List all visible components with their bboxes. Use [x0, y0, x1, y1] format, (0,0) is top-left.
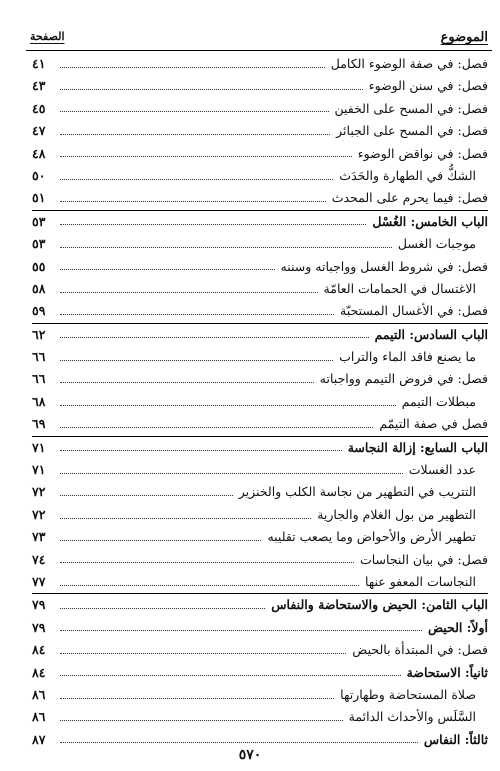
toc-entry-title: التتريب في التطهير من نجاسة الكلب والخنزير [238, 484, 476, 500]
toc-entry-row [32, 504, 488, 526]
toc-entry-page: ٦٩ [32, 416, 46, 432]
toc-entry-title: الاغتسال في الحمامات العامّة [323, 280, 476, 296]
column-header-topic: الموضوع [440, 30, 488, 45]
leader-dots [60, 450, 342, 451]
toc-entry-row [32, 300, 488, 322]
toc-entry-row [32, 639, 488, 661]
toc-entry-page: ٦٨ [32, 393, 46, 409]
toc-entry-title: عدد الغسلات [408, 462, 476, 478]
toc-entry-row [32, 662, 488, 684]
toc-entry-title: الباب السابع: إزالة النجاسة [347, 439, 488, 455]
toc-entry-row [32, 481, 488, 503]
leader-dots [60, 608, 265, 609]
leader-dots [60, 382, 314, 383]
page-number: ٥٧٠ [238, 747, 262, 763]
toc-entry-title: فصل: في الأغسال المستحبّة [340, 303, 488, 319]
toc-entry-title: فصل: في بيان النجاسات [359, 551, 488, 567]
toc-entry-row [32, 143, 488, 165]
leader-dots [60, 562, 354, 563]
toc-entry-page: ٦٦ [32, 371, 46, 387]
toc-entry-title: فصل: في المسح على الجبائر [336, 123, 488, 139]
toc-entry-row [32, 459, 488, 481]
toc-entry-title: ثالثاً: النفاس [423, 731, 488, 747]
toc-entry-row [32, 187, 488, 209]
leader-dots [60, 201, 326, 202]
toc-entry-row [32, 549, 488, 571]
toc-entry-page: ٨٦ [32, 686, 46, 702]
leader-dots [60, 247, 392, 248]
leader-dots [60, 720, 343, 721]
leader-dots [60, 427, 373, 428]
toc-entry-page: ٦٦ [32, 349, 46, 365]
toc-entry-row [32, 391, 488, 413]
leader-dots [60, 156, 352, 157]
toc-entry-title: موجبات الغسل [397, 236, 476, 252]
toc-entry-page: ٧٣ [32, 529, 46, 545]
toc-entry-title: الباب السادس: التيمم [374, 326, 488, 342]
toc-entry-row [32, 233, 488, 255]
toc-entry-title: فصل: في نواقض الوضوء [357, 145, 488, 161]
leader-dots [60, 360, 333, 361]
toc-entry-title: فصل: في فروض التيمم وواجباته [319, 371, 488, 387]
toc-entry-page: ٤٨ [32, 145, 46, 161]
toc-entry-row [32, 706, 488, 728]
toc-entry-page: ٧٤ [32, 551, 46, 567]
leader-dots [60, 585, 359, 586]
leader-dots [60, 630, 422, 631]
leader-dots [60, 314, 334, 315]
toc-entry-title: تطهير الأرض والأحواض وما يصعب تقليبه [267, 529, 476, 545]
leader-dots [60, 337, 369, 338]
toc-entry-row [32, 346, 488, 368]
leader-dots [60, 742, 418, 743]
leader-dots [60, 698, 334, 699]
toc-entry-row [32, 98, 488, 120]
toc-chapter-row [32, 323, 488, 346]
toc-entry-title: التطهير من بول الغلام والجارية [317, 506, 476, 522]
toc-entry-row [32, 368, 488, 390]
toc-entry-page: ٦٢ [32, 326, 46, 342]
toc-entry-row [32, 684, 488, 706]
header-rule [26, 50, 492, 51]
toc-entry-title: فصل: في شروط الغسل وواجباته وسننه [280, 258, 488, 274]
toc-entry-row [32, 256, 488, 278]
leader-dots [60, 179, 333, 180]
leader-dots [60, 111, 329, 112]
toc-entry-title: الشكُّ في الطهارة والحَدَث [339, 167, 476, 183]
leader-dots [60, 405, 396, 406]
toc-entry-page: ٧١ [32, 462, 46, 478]
toc-entry-title: الباب الخامس: الغُسْل [372, 213, 488, 229]
toc-entry-page: ٨٦ [32, 709, 46, 725]
toc-entry-row [32, 278, 488, 300]
toc-entry-title: أولاً: الحيض [427, 619, 488, 635]
toc-entry-page: ٤٧ [32, 123, 46, 139]
leader-dots [60, 495, 233, 496]
toc-entry-page: ٤١ [32, 56, 46, 71]
toc-chapter-row [32, 210, 488, 233]
toc-entry-page: ٥٥ [32, 258, 46, 274]
toc-entry-title: مبطلات التيمم [401, 393, 476, 409]
toc-entry-title: فصل: فيما يحرم على المحدث [331, 190, 488, 206]
leader-dots [60, 540, 261, 541]
toc-entry-page: ٥٣ [32, 236, 46, 252]
leader-dots [60, 224, 366, 225]
column-header-page: الصفحة [30, 30, 65, 43]
toc-entry-title: فصل: في صفة الوضوء الكامل [330, 56, 488, 71]
toc-entry-title: السَّلَس والأحداث الدائمة [348, 709, 476, 725]
toc-entry-row [32, 120, 488, 142]
toc-entry-row [32, 75, 488, 97]
toc-entry-page: ٨٧ [32, 731, 46, 747]
toc-entry-title: الباب الثامن: الحيض والاستحاضة والنفاس [271, 597, 488, 613]
toc-entry-row [32, 571, 488, 593]
leader-dots [60, 67, 325, 68]
toc-chapter-row [32, 436, 488, 459]
toc-entry-page: ٤٥ [32, 100, 46, 116]
toc-entry-page: ٥٣ [32, 213, 46, 229]
toc-entry-page: ٧٢ [32, 484, 46, 500]
toc-entry-page: ٧١ [32, 439, 46, 455]
toc-entry-page: ٨٤ [32, 664, 46, 680]
toc-entry-page: ٧٧ [32, 573, 46, 589]
toc-entry-row [32, 413, 488, 435]
leader-dots [60, 269, 275, 270]
toc-entry-page: ٥٠ [32, 167, 46, 183]
toc-entry-page: ٤٣ [32, 78, 46, 94]
toc-chapter-row [32, 593, 488, 616]
toc-entry-row [32, 165, 488, 187]
toc-entry-title: ثانياً: الاستحاضة [406, 664, 488, 680]
leader-dots [60, 675, 401, 676]
leader-dots [60, 518, 311, 519]
toc-entry-title: صلاة المستحاضة وطهارتها [340, 686, 476, 702]
leader-dots [60, 134, 330, 135]
toc-entry-page: ٨٤ [32, 642, 46, 658]
toc-entry-row [32, 617, 488, 639]
toc-entry-page: ٥١ [32, 190, 46, 206]
toc-entry-page: ٧٩ [32, 597, 46, 613]
toc-entry-page: ٧٩ [32, 619, 46, 635]
toc-entry-title: فصل: في المبتدأة بالحيض [352, 642, 488, 658]
toc-list [32, 53, 488, 751]
toc-entry-title: ما يصنع فاقد الماء والتراب [339, 349, 476, 365]
toc-entry-page: ٥٩ [32, 303, 46, 319]
toc-entry-title: فصل في صفة التيمّم [379, 416, 488, 432]
toc-entry-row [32, 526, 488, 548]
toc-entry-title: فصل: في سنن الوضوء [368, 78, 488, 94]
leader-dots [60, 292, 318, 293]
leader-dots [60, 653, 346, 654]
toc-entry-page: ٧٢ [32, 506, 46, 522]
toc-entry-title: النجاسات المعفو عنها [364, 573, 476, 589]
toc-entry-page: ٥٨ [32, 280, 46, 296]
leader-dots [60, 473, 403, 474]
toc-entry-row [32, 53, 488, 75]
leader-dots [60, 89, 363, 90]
toc-entry-title: فصل: في المسح على الخفين [334, 100, 488, 116]
